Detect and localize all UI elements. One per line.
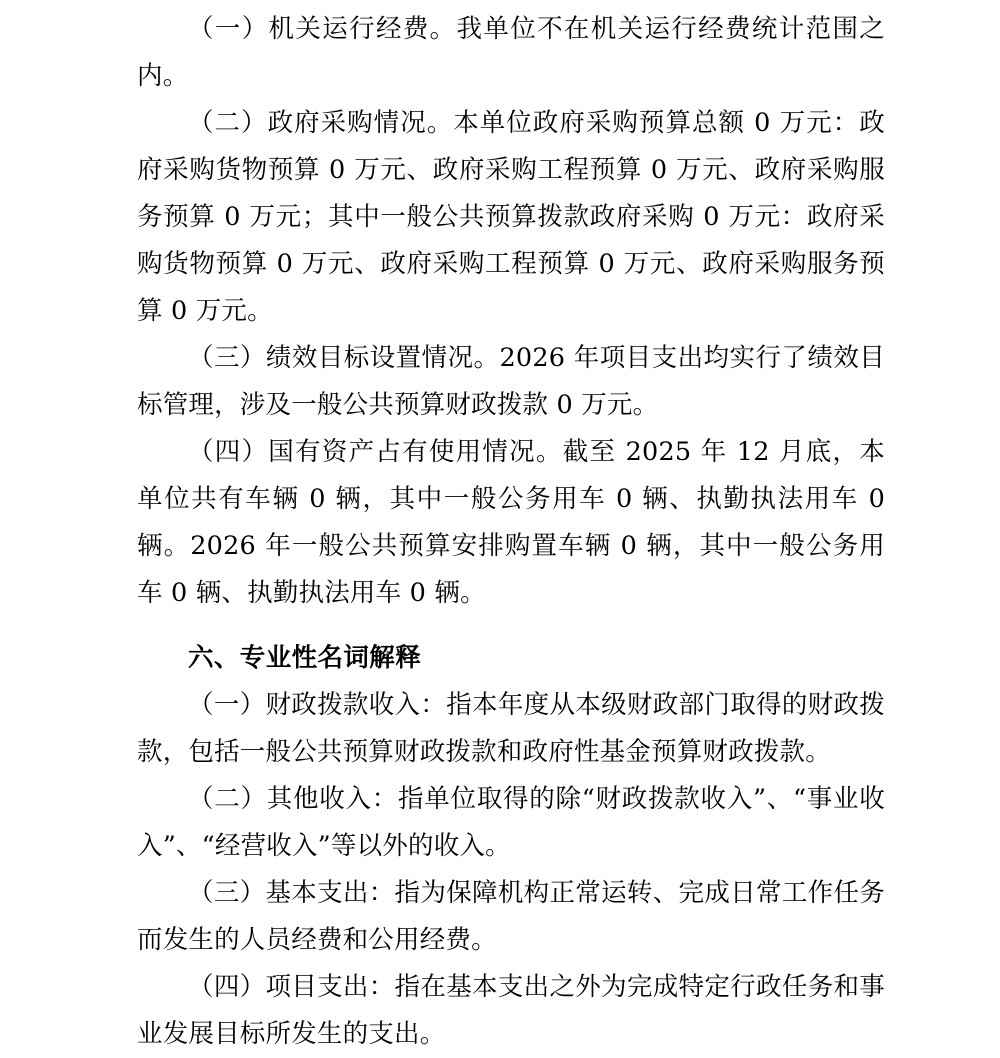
paragraph-government-procurement: （二）政府采购情况。本单位政府采购预算总额 0 万元：政府采购货物预算 0 万元、政府采购工程预算 0 万元、政府采购服务预算 0 万元；其中一般公共预算拨款政府采购 0 万元：政府采购货物预算 0 万元、政府采购工程预算 0 万元、政府采购服务预算 0 万元。 [137,108,885,326]
paragraph-term-fiscal-appropriation-income: （一）财政拨款收入：指本年度从本级财政部门取得的财政拨款，包括一般公共预算财政拨款和政府性基金预算财政拨款。 [137,690,885,767]
spacer [137,617,885,635]
paragraph-term-other-income: （二）其他收入：指单位取得的除“财政拨款收入”、“事业收入”、“经营收入”等以外的收入。 [137,784,885,861]
section-heading-terminology: 六、专业性名词解释 [188,643,422,673]
paragraph-organ-operating-expenses: （一）机关运行经费。我单位不在机关运行经费统计范围之内。 [137,14,885,91]
paragraph-term-basic-expenditure: （三）基本支出：指为保障机构正常运转、完成日常工作任务而发生的人员经费和公用经费。 [137,878,885,955]
paragraph-state-owned-assets: （四）国有资产占有使用情况。截至 2025 年 12 月底，本单位共有车辆 0 辆，其中一般公务用车 0 辆、执勤执法用车 0 辆。2026 年一般公共预算安排购置车辆 0 辆，其中一般公务用车 0 辆、执勤执法用车 0 辆。 [137,437,885,608]
paragraph-term-project-expenditure: （四）项目支出：指在基本支出之外为完成特定行政任务和事业发展目标所发生的支出。 [137,972,885,1049]
paragraph-performance-target: （三）绩效目标设置情况。2026 年项目支出均实行了绩效目标管理，涉及一般公共预算财政拨款 0 万元。 [137,343,885,420]
